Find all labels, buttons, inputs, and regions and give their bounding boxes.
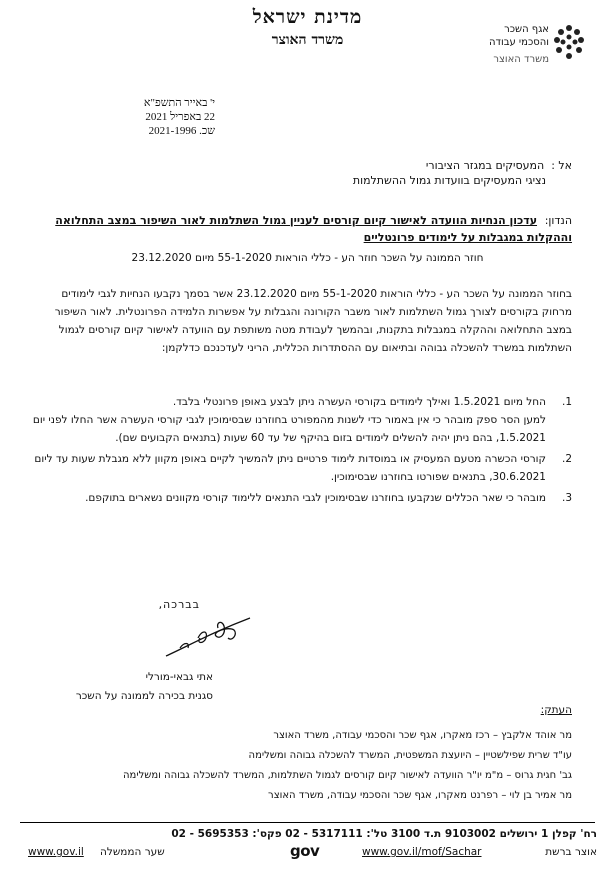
cc-list — [12, 726, 572, 806]
footer-links — [0, 844, 615, 866]
signer-block — [53, 668, 213, 706]
cc-line: מר אוהד אלקבץ – רכז מאקרו, אגף שכר והסכמי עבודה, משרד האוצר — [273, 730, 572, 741]
list-item — [32, 450, 572, 486]
subject-label: הנדון: — [544, 214, 572, 227]
list-item — [32, 489, 572, 507]
cc-title: העתק: — [540, 704, 572, 716]
list-item-number: 2. — [561, 453, 572, 465]
logo-line-2: והסכמי עבודה — [489, 37, 549, 48]
gregorian-date: 22 באפריל 2021 — [145, 111, 215, 123]
handwritten-signature — [158, 612, 258, 662]
instructions-list — [32, 393, 572, 510]
list-item-number: 3. — [561, 492, 572, 504]
subject-text: עדכון הנחיות הוועדה לאישור קיום קורסים לעניין גמול השתלמות לאור השיפור במצב התחלואה וההקלות במגבלות על לימודים פרונטליים — [55, 214, 572, 244]
mof-sachar-link[interactable]: www.gov.il/mof/Sachar — [362, 846, 482, 858]
recipients — [172, 158, 572, 188]
finance-online-label: אוצר ברשת — [545, 846, 597, 858]
list-item-text: החל מיום 1.5.2021 ואילך לימודים בקורסי העשרה ניתן לבצע באופן פרונטלי בלבד. — [172, 396, 546, 408]
signer-title: סגנית בכירה לממונה על השכר — [75, 690, 213, 702]
logo-grid-icon — [551, 24, 587, 60]
recipients-prefix: אל : — [551, 159, 572, 172]
cc-line: גב' חגית גרוס – מ"מ יו"ר הוועדה לאישור קיום קורסים לגמול השתלמות, המשרד להשכלה גבוהה ומשלימה — [123, 770, 572, 781]
ministry-title: משרד האוצר — [271, 32, 344, 48]
date-block — [90, 96, 215, 138]
recipients-line-1: המעסיקים במגזר הציבורי — [425, 159, 545, 172]
closing-greeting: בברכה, — [158, 598, 200, 611]
list-item-text: מובהר כי שאר הכללים שנקבעו בחוזרנו שבסימוכין לגבי התנאים ללימוד קורסי מקוונים נשארים בתוקפם. — [85, 492, 546, 504]
gov-logo-icon: gov — [290, 842, 320, 860]
state-title: מדינת ישראל — [252, 6, 363, 28]
list-item-text: קורסי הכשרה מטעם המעסיק או במוסדות לימוד פרטיים ניתן להמשיך לקיים באופן מקוון ללא מגבלת שעות עד ליום 30.6.2021, בתנאים שפורטו בחוזרנו שבסימוכין. — [34, 453, 546, 483]
cc-line: עו"ד שרית שפילשטיין – היועצת המשפטית, המשרד להשכלה גבוהה ומשלימה — [248, 750, 572, 761]
cc-line: מר אמיר בן לוי – רפרנט מאקרו, אגף שכר והסכמי עבודה, משרד האוצר — [268, 790, 572, 801]
hebrew-date: י' באייר התשפ"א — [143, 97, 215, 109]
footer-address: רח' קפלן 1 ירושלים 9103002 ת.ד 3100 טל': 5317111 - 02 פקס': 5695353 - 02 — [171, 828, 597, 840]
list-item — [32, 393, 572, 447]
logo-line-1: אגף השכר — [504, 24, 549, 35]
subject — [12, 212, 572, 246]
list-item-number: 1. — [561, 396, 572, 408]
circular-reference: חוזר הממונה על השכר חוזר הע - כללי הוראות 55-1-2020 מיום 23.12.2020 — [131, 252, 484, 264]
signer-name: אתי גבאי-מורלי — [145, 671, 213, 683]
reference-number: שכ. 2021-1996 — [148, 125, 215, 137]
footer-divider — [20, 822, 595, 823]
list-item-text-continued: למען הסר ספק מובהר כי אין באמור כדי לשנות מהמפורט בחוזרנו שבסימוכין לגבי קורסי העשרה אשר החלו לפני יום 1.5.2021, בהם ניתן יהיה להשלים לימודים בזום בהיקף של עד 60 שעות (בתנאים הקבועים שם). — [32, 414, 546, 444]
logo-line-3: משרד האוצר — [493, 54, 549, 65]
body-paragraph: בחוזר הממונה על השכר הע - כללי הוראות 55-1-2020 מיום 23.12.2020 אשר בסמך נקבעו הנחיות לגבי לימודים מרחוק בקורסים לצורך גמול השתלמות לאור משבר הקורונה והגבלות על אפשרות הלמידה הפרונטלית. לאור השיפור במצב התחלואה וההקלה במגבלות בתקנות, ובהמשך לעבודת מטה משותפת עם הוועדה לאישור קיום קורסים לגמול השתלמות במשרד להשכלה גבוהה ובתיאום עם ההסתדרות הכללית, הריני לעדכנכם כדלקמן: — [54, 288, 572, 354]
gov-il-link[interactable]: www.gov.il — [28, 846, 84, 858]
recipients-line-2: נציגי המעסיקים בוועדות גמול ההשתלמות — [352, 174, 546, 187]
government-portal-label: שער הממשלה — [100, 846, 165, 858]
department-logo — [433, 22, 593, 72]
